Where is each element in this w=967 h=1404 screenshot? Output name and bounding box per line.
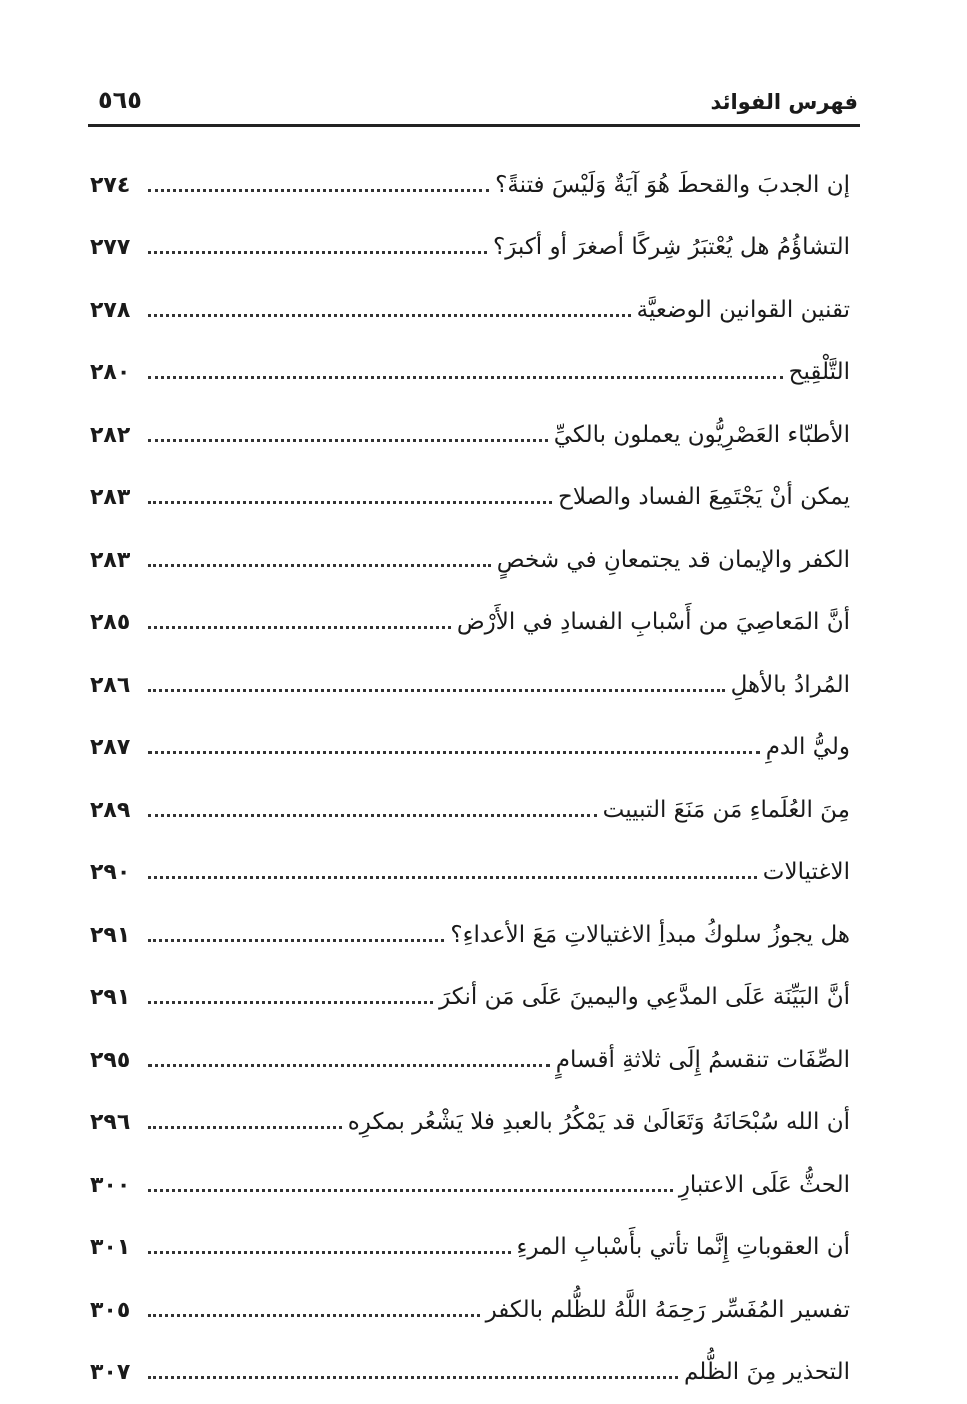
index-entry bbox=[90, 717, 850, 780]
index-entry bbox=[90, 1279, 850, 1342]
dot-leader bbox=[148, 689, 725, 692]
entry-title: تقنين القوانين الوضعيَّة bbox=[637, 299, 850, 322]
dot-leader bbox=[148, 814, 597, 817]
dot-leader bbox=[148, 314, 631, 317]
entry-title: أنَّ المَعاصِيَ من أَسْبابِ الفسادِ في الأَرْض bbox=[457, 611, 850, 634]
entry-page-number: ٢٩٠ bbox=[90, 860, 140, 885]
index-entry bbox=[90, 1092, 850, 1155]
entry-title: إن الجدبَ والقحطَ هُوَ آيَةٌ وَلَيْسَ فتنةً؟ bbox=[495, 174, 850, 197]
index-entry bbox=[90, 467, 850, 530]
entry-page-number: ٢٩١ bbox=[90, 985, 140, 1010]
index-entry bbox=[90, 592, 850, 655]
entry-page-number: ٣٠٧ bbox=[90, 1360, 140, 1385]
header-page-number: ٥٦٥ bbox=[98, 86, 142, 114]
dot-leader bbox=[148, 439, 548, 442]
dot-leader bbox=[148, 189, 489, 192]
dot-leader bbox=[148, 1314, 480, 1317]
index-entry bbox=[90, 529, 850, 592]
dot-leader bbox=[148, 251, 487, 254]
dot-leader bbox=[148, 1064, 550, 1067]
entry-title: تفسير المُفَسِّر رَحِمَهُ اللَّهُ للظُّلم بالكفر bbox=[486, 1299, 850, 1322]
index-entry bbox=[90, 967, 850, 1030]
dot-leader bbox=[148, 876, 757, 879]
entry-title: المُرادُ بالأهلِ bbox=[731, 674, 850, 697]
entry-page-number: ٣٠٥ bbox=[90, 1298, 140, 1323]
dot-leader bbox=[148, 564, 491, 567]
dot-leader bbox=[148, 1001, 433, 1004]
dot-leader bbox=[148, 1126, 342, 1129]
entry-title: التشاؤُمُ هل يُعْتبَرُ شِركًا أصغرَ أو أكبرَ؟ bbox=[493, 236, 850, 259]
index-entry bbox=[90, 904, 850, 967]
index-entry bbox=[90, 779, 850, 842]
page-header bbox=[92, 82, 860, 126]
entry-title: الأطبّاء العَصْرِيُّون يعملون بالكيِّ bbox=[554, 424, 850, 447]
dot-leader bbox=[148, 1189, 673, 1192]
entry-title: أن العقوباتِ إِنَّما تأتي بأَسْبابِ المرءِ bbox=[517, 1236, 850, 1259]
index-entry bbox=[90, 279, 850, 342]
entry-page-number: ٢٧٤ bbox=[90, 173, 140, 198]
entry-title: الحثُّ عَلَى الاعتبارِ bbox=[679, 1174, 850, 1197]
dot-leader bbox=[148, 1376, 678, 1379]
index-entry bbox=[90, 842, 850, 905]
entry-page-number: ٣٠٠ bbox=[90, 1173, 140, 1198]
entry-title: أنَّ البَيِّنَة عَلَى المدَّعِي واليمينَ عَلَى مَن أنكرَ bbox=[439, 986, 850, 1009]
index-entry bbox=[90, 154, 850, 217]
entry-page-number: ٢٨٩ bbox=[90, 798, 140, 823]
index-list bbox=[90, 154, 850, 1404]
index-entry bbox=[90, 1154, 850, 1217]
entry-page-number: ٣٠١ bbox=[90, 1235, 140, 1260]
entry-page-number: ٢٧٧ bbox=[90, 235, 140, 260]
entry-page-number: ٢٨٦ bbox=[90, 673, 140, 698]
index-entry bbox=[90, 654, 850, 717]
entry-page-number: ٢٨٠ bbox=[90, 360, 140, 385]
index-entry bbox=[90, 1342, 850, 1404]
entry-title: الاغتيالات bbox=[763, 861, 850, 884]
entry-title: وليُّ الدمِ bbox=[766, 736, 850, 759]
entry-page-number: ٢٩٥ bbox=[90, 1048, 140, 1073]
index-entry bbox=[90, 342, 850, 405]
dot-leader bbox=[148, 1251, 511, 1254]
entry-page-number: ٢٩٦ bbox=[90, 1110, 140, 1135]
entry-title: التَّلْقِيح bbox=[789, 361, 850, 384]
entry-page-number: ٢٨٧ bbox=[90, 735, 140, 760]
entry-page-number: ٢٨٣ bbox=[90, 548, 140, 573]
entry-title: الكفر والإيمان قد يجتمعانِ في شخصٍ bbox=[497, 549, 850, 572]
dot-leader bbox=[148, 626, 451, 629]
index-entry bbox=[90, 1217, 850, 1280]
entry-page-number: ٢٧٨ bbox=[90, 298, 140, 323]
index-entry bbox=[90, 217, 850, 280]
entry-title: يمكن أنْ يَجْتَمِعَ الفساد والصلاح bbox=[558, 486, 850, 509]
entry-page-number: ٢٨٥ bbox=[90, 610, 140, 635]
entry-title: هل يجوزُ سلوكُ مبدأِ الاغتيالاتِ مَعَ الأعداءِ؟ bbox=[450, 924, 850, 947]
entry-title: الصِّفَات تنقسمُ إِلَى ثلاثةِ أقسامٍ bbox=[556, 1049, 850, 1072]
dot-leader bbox=[148, 751, 760, 754]
index-entry bbox=[90, 1029, 850, 1092]
header-rule bbox=[88, 124, 860, 127]
entry-page-number: ٢٨٢ bbox=[90, 423, 140, 448]
entry-title: مِنَ العُلَماءِ مَن مَنَعَ التبييت bbox=[603, 799, 850, 822]
entry-page-number: ٢٩١ bbox=[90, 923, 140, 948]
entry-title: التحذير مِنَ الظُّلم bbox=[684, 1361, 850, 1384]
dot-leader bbox=[148, 501, 552, 504]
entry-page-number: ٢٨٣ bbox=[90, 485, 140, 510]
index-entry bbox=[90, 404, 850, 467]
entry-title: أن الله سُبْحَانَهُ وَتَعَالَىٰ قد يَمْكُرُ بالعبدِ فلا يَشْعُر بمكرِه bbox=[348, 1111, 850, 1134]
header-title: فهرس الفوائد bbox=[710, 90, 858, 114]
dot-leader bbox=[148, 939, 444, 942]
dot-leader bbox=[148, 376, 783, 379]
